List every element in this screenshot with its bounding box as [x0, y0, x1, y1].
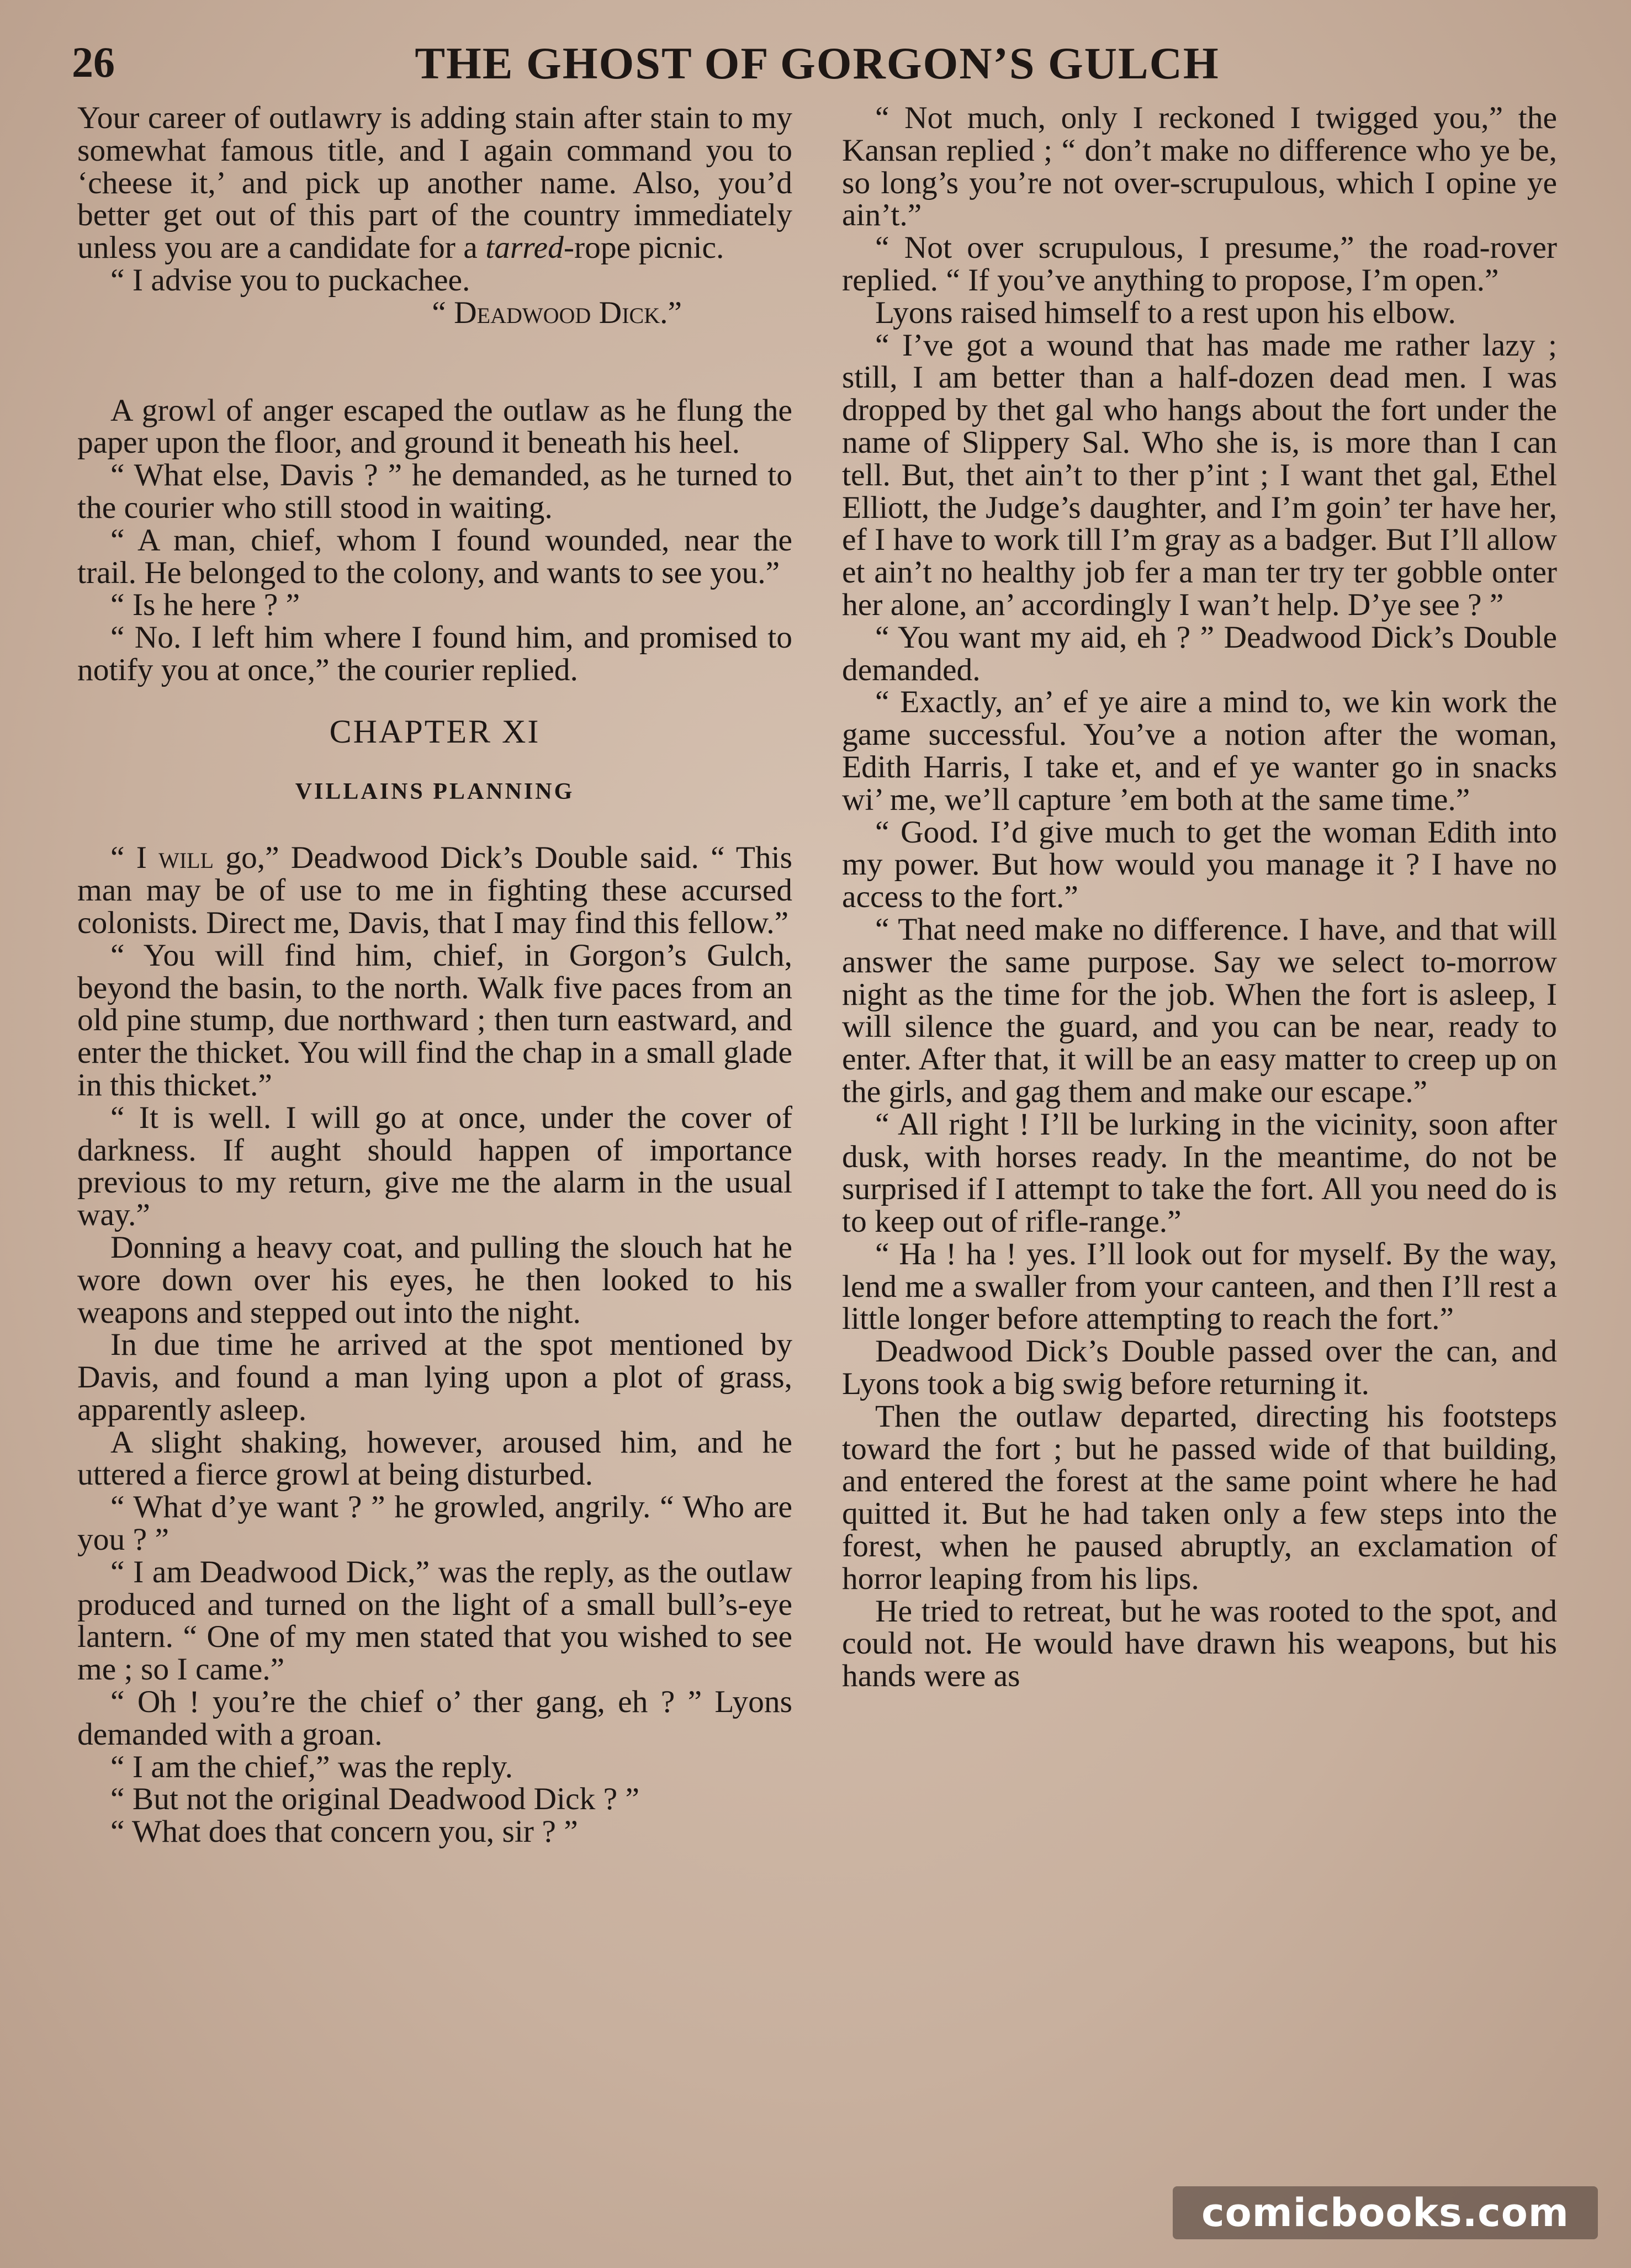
paragraph: “ I advise you to puckachee.	[110, 262, 470, 298]
paragraph: “ Ha ! ha ! yes. I’ll look out for myself. By the way, lend me a swaller from your canteen, and then I’ll rest a little longer before attempting to reach the fort.”	[842, 1236, 1557, 1337]
right-column	[842, 102, 1557, 1693]
paragraph-text: -rope picnic.	[563, 230, 724, 266]
letter-signature: “ Deadwood Dick.”	[432, 295, 682, 330]
paragraph	[77, 102, 792, 264]
paragraph: A growl of anger escaped the outlaw as he flung the paper upon the floor, and ground it beneath his heel.	[77, 393, 792, 460]
paragraph: “ Not over scrupulous, I presume,” the road-rover replied. “ If you’ve anything to propose, I’m open.”	[842, 230, 1557, 298]
left-column	[77, 102, 792, 1848]
paragraph: “ What else, Davis ? ” he demanded, as he turned to the courier who still stood in waiting.	[77, 458, 792, 525]
paragraph: “ That need make no difference. I have, and that will answer the same purpose. Say we select to-morrow night as the time for the job. When the fort is asleep, I will silence the guard, and you can be near, ready to enter. After that, it will be an easy matter to creep up on the girls, and gag them and make our escape.”	[842, 912, 1557, 1109]
chapter-subtitle: VILLAINS PLANNING	[295, 778, 575, 804]
section-spacer	[77, 330, 792, 395]
opening-words: “ I will	[110, 840, 214, 876]
chapter-title: CHAPTER XI	[329, 713, 541, 750]
paragraph: “ I’ve got a wound that has made me rather lazy ; still, I am better than a half-dozen dead men. I was dropped by thet gal who hangs about the fort under the name of Slippery Sal. Who she is, is more than I can tell. But, thet ain’t to ther p’int ; I want thet gal, Ethel Elliott, the Judge’s daughter, and I’m goin’ ter have her, ef I have to work till I’m gray as a badger. But I’ll allow et ain’t no healthy job fer a man ter try ter gobble onter her alone, an’ accordingly I wan’t help. D’ye see ? ”	[842, 327, 1557, 622]
paragraph: “ I am the chief,” was the reply.	[110, 1749, 513, 1784]
paragraph: “ Not much, only I reckoned I twigged you,” the Kansan replied ; “ don’t make no difference who ye be, so long’s you’re not over-scrupulous, which I opine ye ain’t.”	[842, 100, 1557, 233]
paragraph: Donning a heavy coat, and pulling the slouch hat he wore down over his eyes, he then looked to his weapons and stepped out into the night.	[77, 1230, 792, 1330]
italic-word: tarred	[485, 230, 564, 266]
paragraph: “ Oh ! you’re the chief o’ ther gang, eh ? ” Lyons demanded with a groan.	[77, 1684, 792, 1752]
paragraph: Then the outlaw departed, directing his footsteps toward the fort ; but he passed wide of that building, and entered the forest at the same point where he had quitted it. But he had taken only a few steps into the forest, when he paused abruptly, an exclamation of horror leaping from his lips.	[842, 1398, 1557, 1596]
paragraph-text: go,” Deadwood Dick’s Double said. “ This man may be of use to me in fighting these accursed colonists. Direct me, Davis, that I may find this fellow.”	[77, 840, 792, 940]
paragraph: “ All right ! I’ll be lurking in the vicinity, soon after dusk, with horses ready. In the meantime, do not be surprised if I attempt to take the fort. All you need do is to keep out of rifle-range.”	[842, 1106, 1557, 1239]
paragraph: “ No. I left him where I found him, and promised to notify you at once,” the courier replied.	[77, 620, 792, 687]
running-title: THE GHOST OF GORGON’S GULCH	[415, 38, 1220, 88]
paragraph: In due time he arrived at the spot mentioned by Davis, and found a man lying upon a plot of grass, apparently asleep.	[77, 1327, 792, 1427]
site-watermark: comicbooks.com	[1173, 2186, 1598, 2239]
paragraph: “ A man, chief, whom I found wounded, near the trail. He belonged to the colony, and wants to see you.”	[77, 522, 792, 590]
paragraph: “ You will find him, chief, in Gorgon’s Gulch, beyond the basin, to the north. Walk five paces from an old pine stump, due northward ; then turn eastward, and enter the thicket. You will find the chap in a small glade in this thicket.”	[77, 937, 792, 1103]
paragraph: Lyons raised himself to a rest upon his elbow.	[875, 295, 1456, 330]
paragraph: “ I am Deadwood Dick,” was the reply, as the outlaw produced and turned on the light of a small bull’s-eye lantern. “ One of my men stated that you wished to see me ; so I came.”	[77, 1554, 792, 1687]
paragraph: “ Is he here ? ”	[110, 587, 300, 623]
paragraph: “ You want my aid, eh ? ” Deadwood Dick’s Double demanded.	[842, 619, 1557, 687]
paragraph: “ Exactly, an’ ef ye aire a mind to, we kin work the game successful. You’ve a notion after the woman, Edith Harris, I take et, and ef ye wanter go in snacks wi’ me, we’ll capture ’em both at the same time.”	[842, 685, 1557, 817]
paragraph: “ But not the original Deadwood Dick ? ”	[110, 1782, 640, 1817]
paragraph	[77, 842, 792, 939]
paragraph: A slight shaking, however, aroused him, and he uttered a fierce growl at being disturbed.	[77, 1424, 792, 1492]
paragraph: “ It is well. I will go at once, under the cover of darkness. If aught should happen of importance previous to my return, give me the alarm in the usual way.”	[77, 1100, 792, 1233]
page-number: 26	[72, 38, 115, 86]
paragraph: “ Good. I’d give much to get the woman Edith into my power. But how would you manage it ? I have no access to the fort.”	[842, 814, 1557, 915]
paragraph: “ What does that concern you, sir ? ”	[110, 1814, 578, 1850]
page-header	[72, 38, 1563, 98]
paragraph: Deadwood Dick’s Double passed over the can, and Lyons took a big swig before returning it.	[842, 1334, 1557, 1402]
paragraph: “ What d’ye want ? ” he growled, angrily. “ Who are you ? ”	[77, 1490, 792, 1557]
paragraph-text: Your career of outlawry is adding stain after stain to my somewhat famous title, and I again command you to ‘cheese it,’ and pick up another name. Also, you’d better get out of this part of the country immediately unless you are a candidate for a	[77, 100, 792, 266]
paragraph: He tried to retreat, but he was rooted to the spot, and could not. He would have drawn his weapons, but his hands were as	[842, 1593, 1557, 1694]
